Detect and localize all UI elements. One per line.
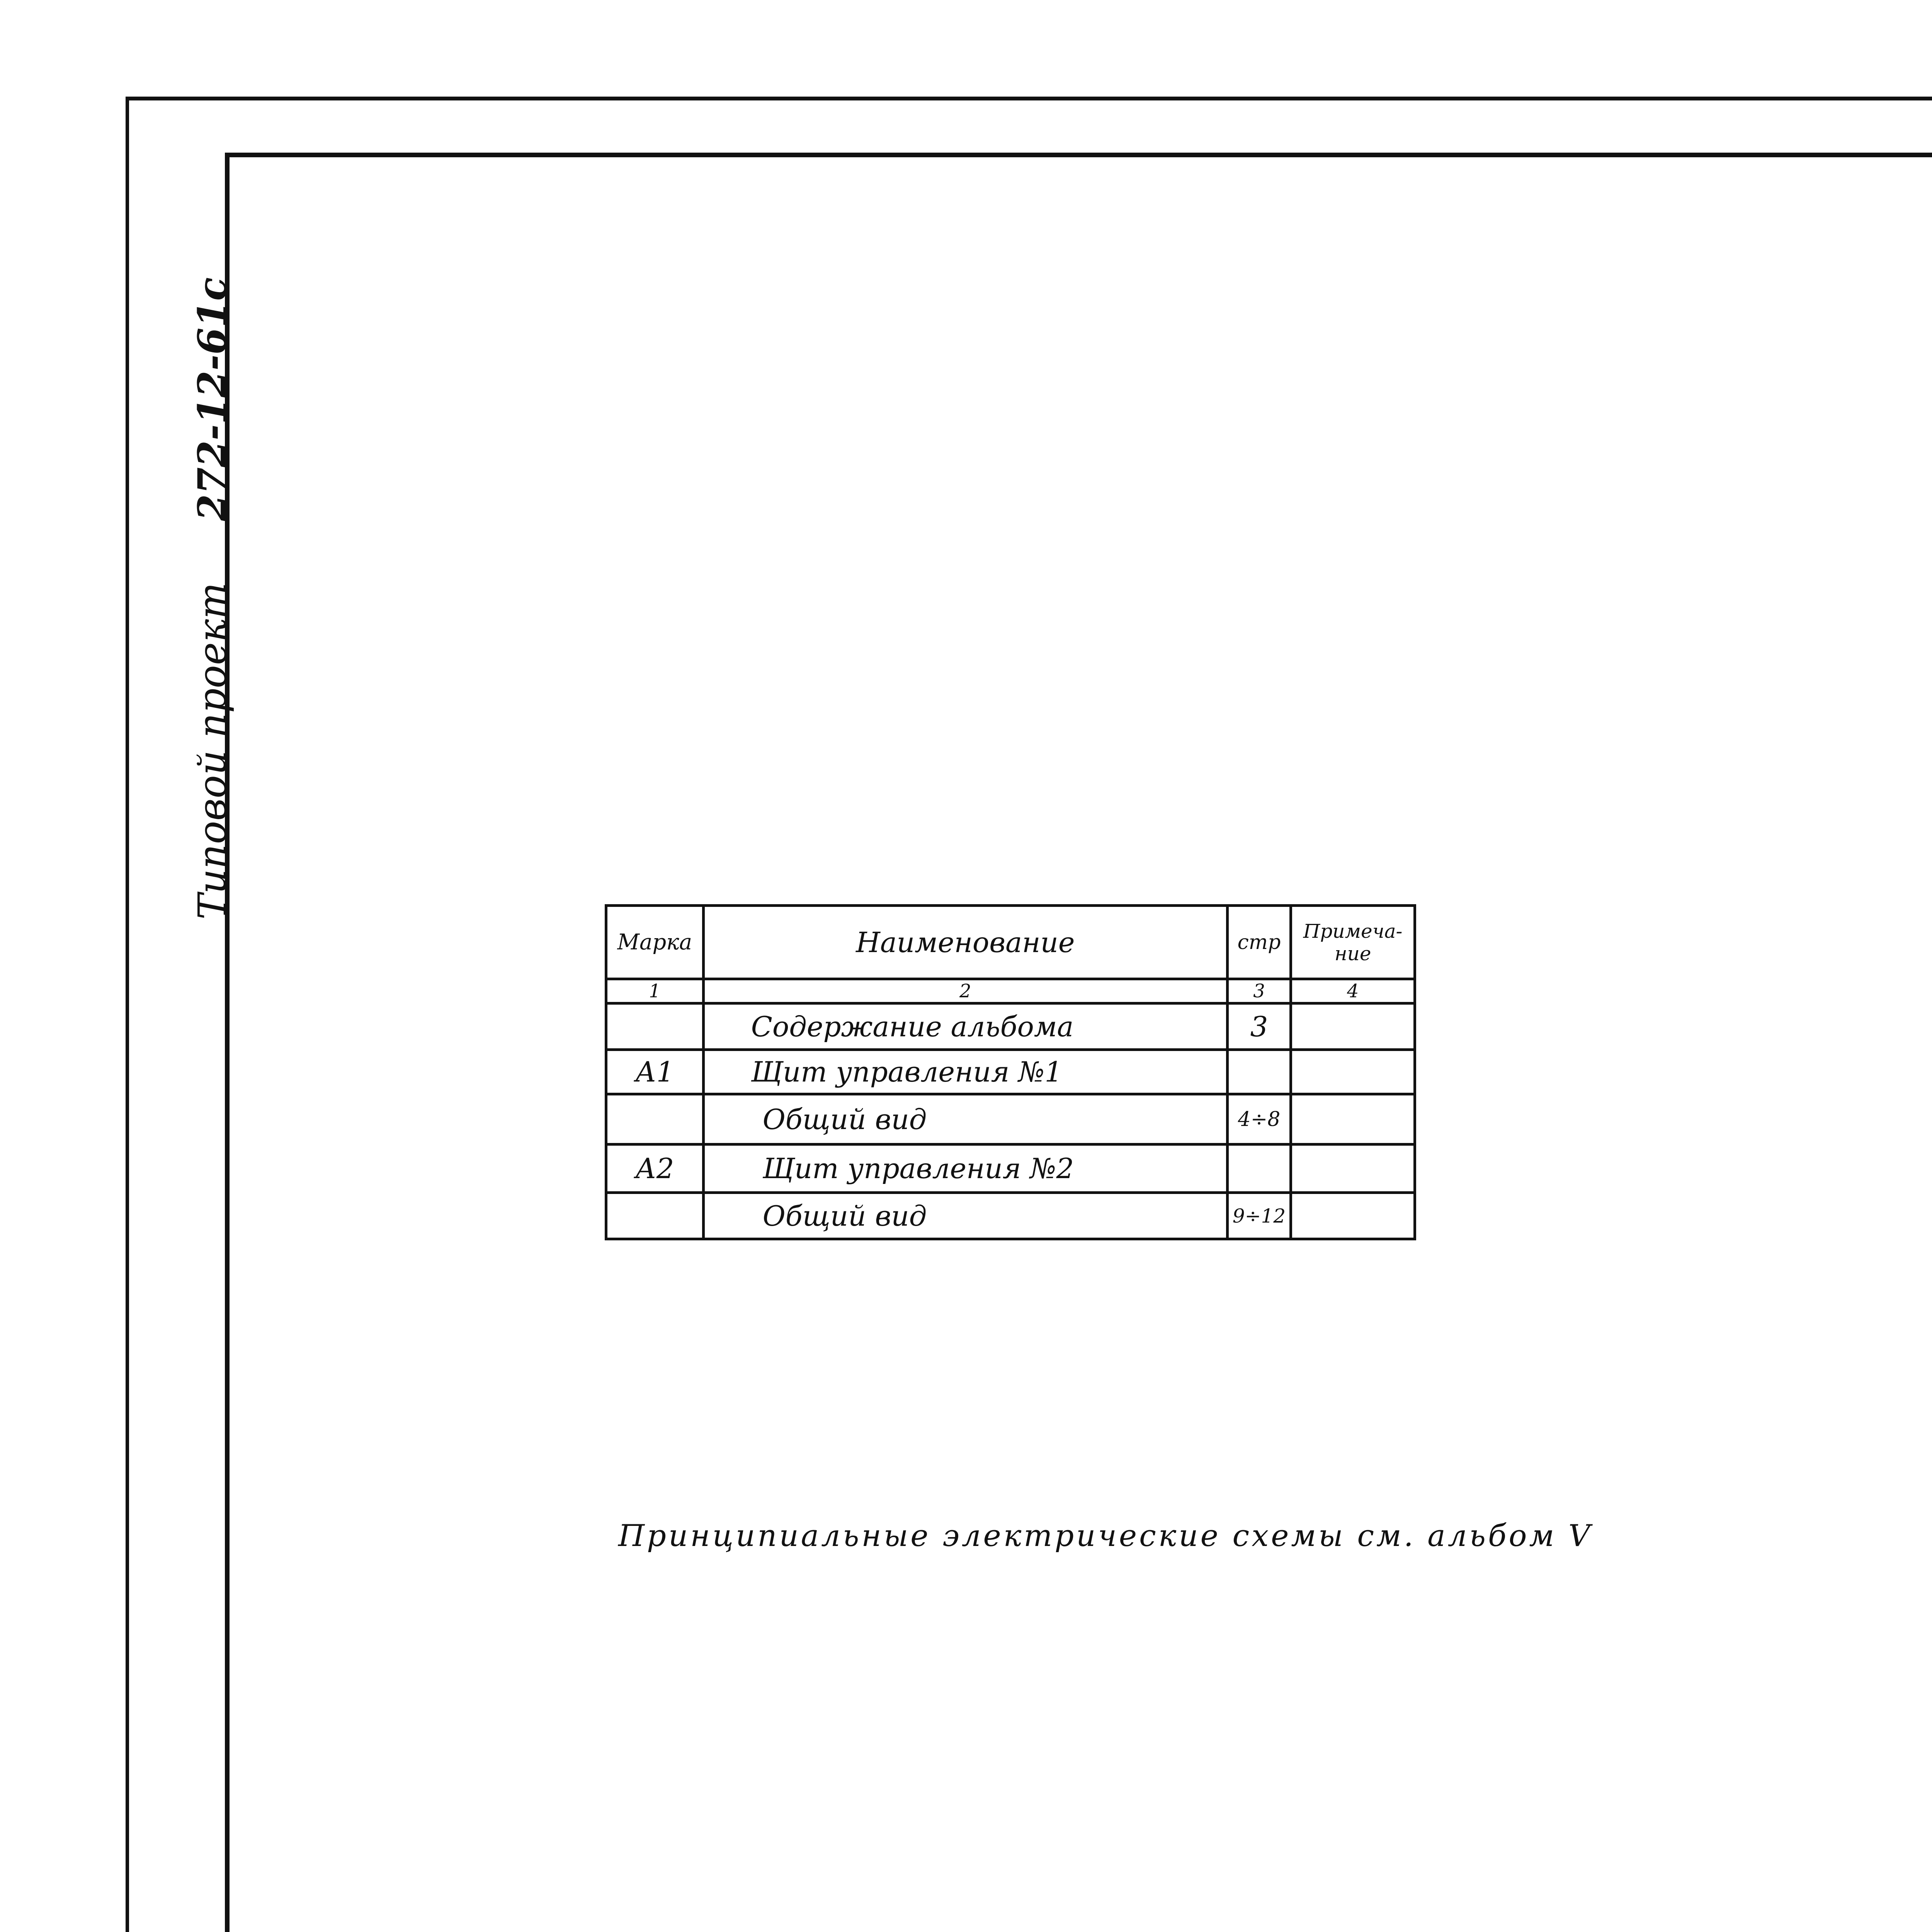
row-page (1227, 1145, 1291, 1193)
row-page: 4÷8 (1227, 1094, 1291, 1145)
inner-frame-top (228, 153, 1932, 157)
row-page: 3 (1227, 1003, 1291, 1050)
table-row (606, 1193, 1415, 1239)
index-cell: 1 (606, 979, 704, 1003)
row-mark (606, 1193, 704, 1239)
header-mark: Марка (606, 906, 704, 979)
row-page (1227, 1050, 1291, 1094)
row-name: Общий вид (703, 1094, 1227, 1145)
side-stamp (189, 0, 235, 920)
table-row (606, 1050, 1415, 1094)
row-page: 9÷12 (1227, 1193, 1291, 1239)
row-name: Щит управления №1 (703, 1050, 1227, 1094)
table-row (606, 1094, 1415, 1145)
contents-table (605, 904, 1416, 1240)
index-cell: 4 (1291, 979, 1415, 1003)
row-note (1291, 1193, 1415, 1239)
outer-frame-top (128, 97, 1932, 100)
row-mark: А1 (606, 1050, 704, 1094)
row-note (1291, 1050, 1415, 1094)
row-name: Общий вид (703, 1193, 1227, 1239)
header-note: Примеча-ние (1291, 906, 1415, 979)
contents-table-index-row (606, 979, 1415, 1003)
row-mark (606, 1003, 704, 1050)
row-note (1291, 1145, 1415, 1193)
schematics-note: Принципиальные электрические схемы см. альбом V (618, 1519, 1593, 1553)
index-cell: 3 (1227, 979, 1291, 1003)
outer-frame-left (126, 97, 129, 1932)
header-name: Наименование (703, 906, 1227, 979)
contents-table-header (606, 906, 1415, 979)
table-row (606, 1145, 1415, 1193)
table-row (606, 1003, 1415, 1050)
row-name: Щит управления №2 (703, 1145, 1227, 1193)
side-stamp-project: Типовой проект (190, 582, 235, 920)
row-note (1291, 1094, 1415, 1145)
row-mark (606, 1094, 704, 1145)
header-page: стр (1227, 906, 1291, 979)
row-mark: А2 (606, 1145, 704, 1193)
row-name: Содержание альбома (703, 1003, 1227, 1050)
side-stamp-code: 272-12-61с (189, 277, 235, 521)
index-cell: 2 (703, 979, 1227, 1003)
row-note (1291, 1003, 1415, 1050)
